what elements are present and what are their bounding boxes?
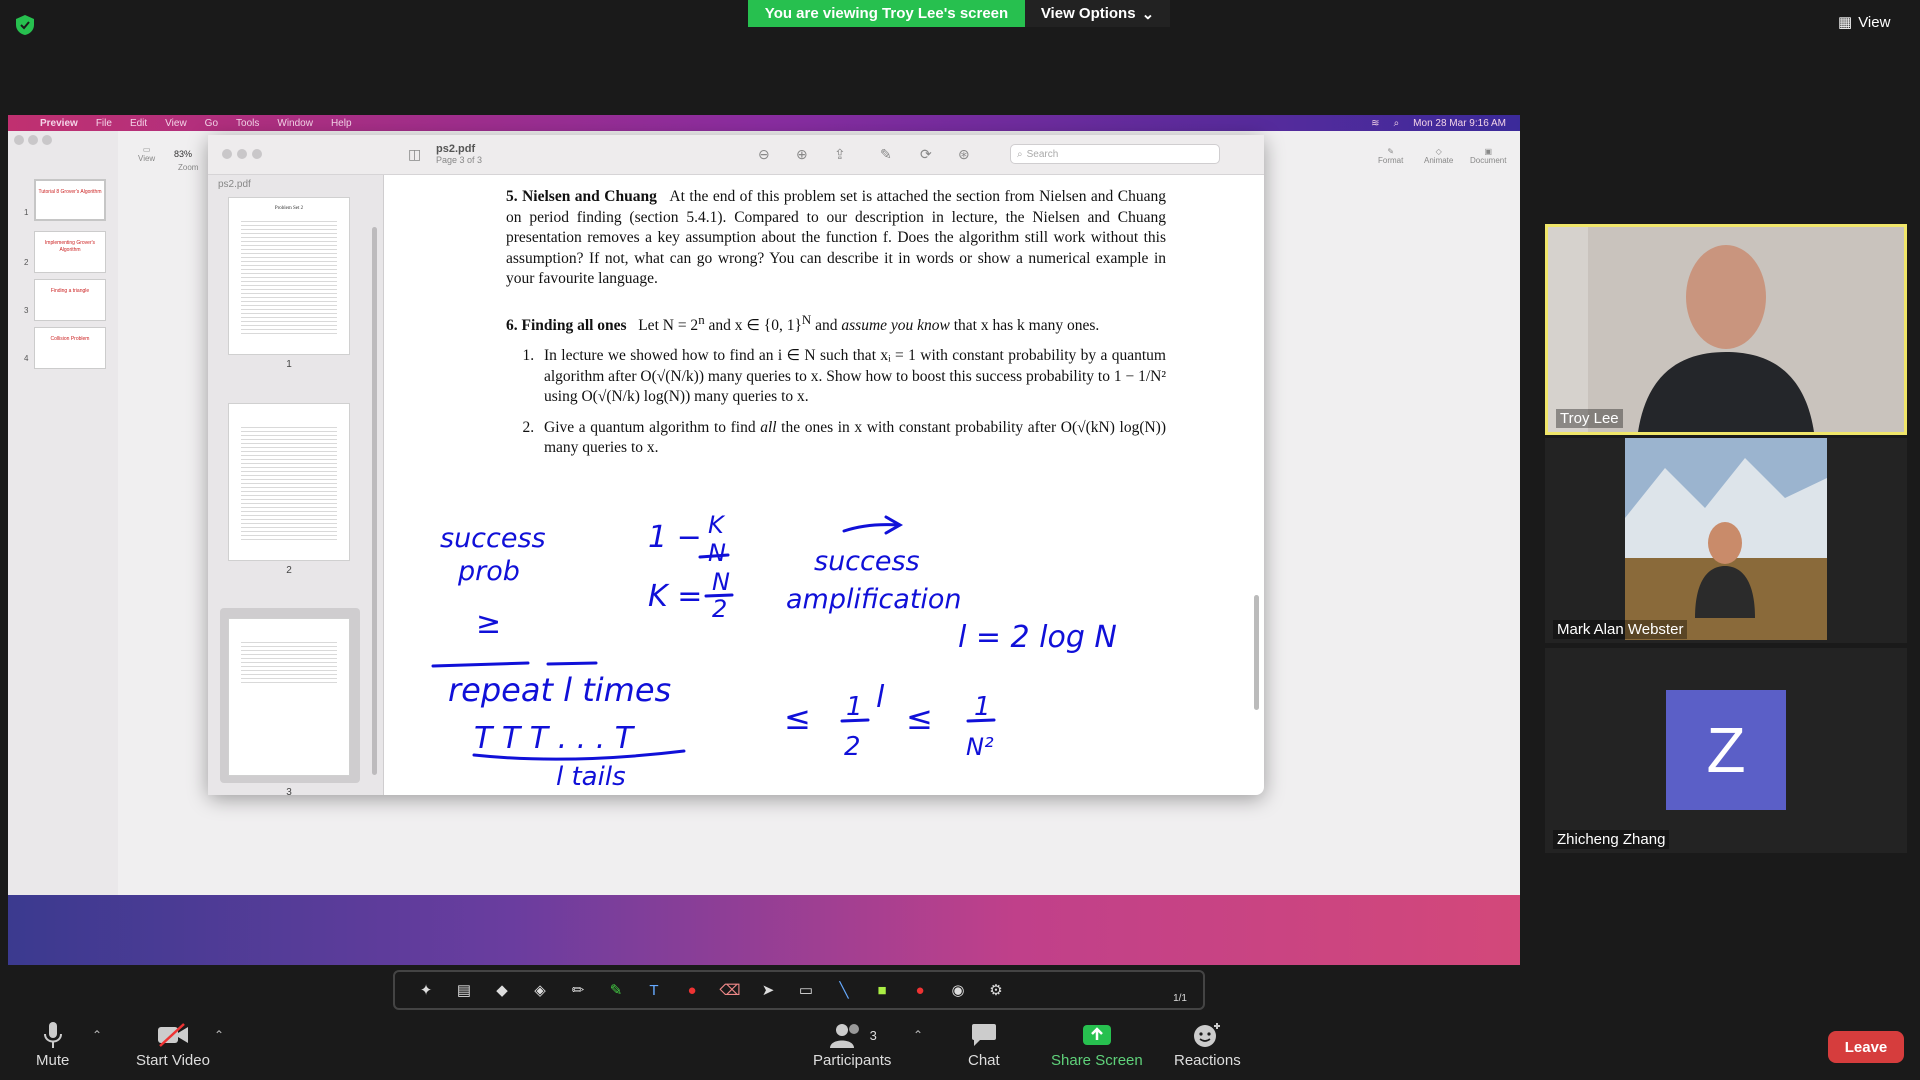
fill-icon[interactable]: ■ [877,981,887,999]
question-5-heading: 5. Nielsen and Chuang [506,188,657,205]
ink-n-half: N [712,568,730,596]
ink-fraction-line [968,720,994,721]
question-6-text: and [811,316,842,334]
participants-options-caret-icon[interactable]: ⌃ [913,1028,924,1042]
keynote-zoom-label: Zoom [178,163,199,172]
video-feed [1548,227,1904,432]
record-icon[interactable]: ● [915,981,925,999]
ink-one-minus: 1 − [648,520,702,555]
keynote-slide-4[interactable]: Collision Problem [34,327,106,369]
shared-screen [8,115,1520,1004]
document-page-info: Page 3 of 3 [436,155,483,165]
ink-le: ≤ [784,699,811,737]
ink-fraction-line [706,595,732,596]
webcam-icon[interactable]: ◉ [951,982,965,999]
share-icon[interactable]: ⇪ [834,146,846,162]
search-icon: ⌕ [1017,148,1023,160]
participant-tile[interactable] [1545,438,1907,643]
question-6-text: n [698,311,705,327]
keynote-document-tool[interactable]: ▣ Document [1470,147,1507,165]
cursor-icon[interactable]: ➤ [761,982,775,999]
zoom-in-icon[interactable]: ⊕ [796,146,808,162]
mute-label: Mute [36,1052,70,1069]
grid-icon: ▦ [1838,14,1853,31]
menu-tools[interactable]: Tools [236,117,260,129]
slide-number: 3 [24,306,29,315]
participants-icon [813,1020,891,1050]
participant-tile-active-speaker[interactable] [1545,224,1907,435]
ink-two: 2 [712,595,728,623]
select-icon[interactable]: ▤ [456,982,472,999]
document-title: ps2.pdf [436,143,476,155]
view-button[interactable] [1838,10,1890,34]
annotation-page-counter: 1/1 [1173,993,1187,1004]
sidebar-toggle-icon[interactable]: ◫ [408,146,422,162]
thumbnail-page-number: 2 [286,565,292,576]
participant-name: Zhicheng Zhang [1553,830,1669,849]
question-6-heading: 6. Finding all ones [506,316,627,334]
menu-go[interactable]: Go [204,117,219,129]
menu-preview[interactable]: Preview [40,117,78,129]
thumbnail-page-number: 1 [286,359,292,370]
wifi-icon[interactable]: ≋ [1371,117,1380,129]
thumbnail-page-title: Problem Set 2 [274,206,304,211]
keynote-format-tool[interactable]: ✎ Format [1378,147,1404,165]
desktop-wallpaper [8,895,1520,965]
mute-button[interactable] [36,1020,69,1069]
ink-k: K [708,511,724,539]
slide-number: 4 [24,354,29,363]
ink-amplification: amplification [786,584,962,615]
eraser-tool-icon[interactable]: ◈ [534,982,546,999]
ink-le-2: ≤ [906,699,933,737]
ink-repeat: repeat l times [448,671,672,709]
ink-l-tails: l tails [556,762,626,792]
ink-two-b: 2 [844,732,861,762]
participant-tile[interactable] [1545,648,1907,853]
ink-geq: ≥ [476,606,502,641]
question-6-item-2-emphasis: all [760,418,777,436]
ink-one-b: 1 [974,692,991,722]
annotation-toolbar [393,970,1205,1010]
question-6-item-2-text: Give a quantum algorithm to find [544,418,761,436]
question-6-text: Let N = 2 [638,316,699,334]
video-options-caret-icon[interactable]: ⌃ [214,1028,225,1042]
viewing-screen-banner: You are viewing Troy Lee's screen [748,0,1025,27]
keynote-slide-3[interactable]: Finding a triangle [34,279,106,321]
video-off-icon [136,1020,210,1050]
keynote-slide-1[interactable]: Tutorial 8 Grover's Algorithm [34,179,106,221]
menu-help[interactable]: Help [330,117,352,129]
eraser-icon[interactable]: ⌫ [719,982,741,999]
settings-gear-icon[interactable]: ⚙ [989,982,1003,999]
ink-prob: prob [458,556,520,587]
ink-fraction-line [700,555,728,557]
reactions-label: Reactions [1174,1052,1241,1069]
ink-k-equals: K = [648,579,703,614]
question-6-text: and x ∈ {0, 1} [704,316,802,334]
spotlight-icon[interactable]: ✦ [419,982,433,999]
rotate-icon[interactable]: ⟳ [920,146,932,162]
audio-options-caret-icon[interactable]: ⌃ [92,1028,103,1042]
handwriting-overlay [8,115,1520,965]
menu-file[interactable]: File [95,117,112,129]
highlighter-icon[interactable]: ✎ [609,982,623,999]
meeting-controls-bar [0,1010,1920,1080]
start-video-label: Start Video [136,1052,210,1069]
participants-label: Participants [813,1052,892,1069]
participant-name: Troy Lee [1556,409,1623,428]
ink-l-equals: l = 2 log N [958,620,1117,655]
ink-tails-sequence: T T T . . . T [474,721,634,756]
ink-success-2: success [814,546,920,577]
question-6-emphasis: assume you know [841,316,950,334]
ink-underline [433,663,596,666]
ink-n-squared: N² [966,733,994,761]
question-6-item-1: 1. In lecture we showed how to find an i ∈ N such that xᵢ = 1 with constant probability by a quantum algorithm after O(√(N/k)) many queries to x. Show how to boost this success probability to 1 − 1/N² using O(√(N/k) log(N)) many queries to x. [538,346,1166,408]
reactions-button[interactable] [1174,1020,1241,1069]
search-placeholder: Search [1026,148,1059,160]
ink-n: N [708,539,726,567]
keynote-slide-2[interactable]: Implementing Grover's Algorithm [34,231,106,273]
security-shield-icon[interactable] [14,14,36,36]
chat-label: Chat [968,1052,1000,1069]
slide-number: 2 [24,258,29,267]
menu-window[interactable]: Window [277,117,313,129]
participant-avatar: Z [1666,690,1786,810]
view-options-label: View Options [1040,5,1136,22]
ink-success: success [440,523,546,554]
question-6-item-2-text: the ones in x with constant probability after O(√(kN) log(N)) many queries to x. [544,418,1167,457]
chat-button[interactable] [968,1020,1000,1069]
menubar-clock[interactable]: Mon 28 Mar 9:16 AM [1413,117,1506,129]
reactions-smiley-icon [1174,1020,1241,1050]
participants-button[interactable] [813,1020,891,1069]
keynote-zoom-value[interactable]: 83% [174,149,193,159]
share-screen-icon [1051,1020,1143,1050]
question-5-text: At the end of this problem set is attached the section from Nielsen and Chuang on period finding (section 5.4.1). Compared to our description in lecture, the Nielsen and Chuang presentation removes a key assumption about the function f. Does the algorithm still work without this assumption? If not, what can go wrong? You can describe it in words or show a numerical example in your favourite language. [506,188,1166,287]
text-icon[interactable]: T [649,981,659,999]
menu-edit[interactable]: Edit [129,117,148,129]
markup-pen-icon[interactable]: ✎ [880,146,892,162]
ink-arrow [844,517,900,533]
ink-fraction-line [842,720,868,721]
rectangle-icon[interactable]: ▭ [798,982,814,999]
line-icon[interactable]: ╲ [839,982,849,999]
thumbnail-page-number: 3 [286,787,292,798]
slide-number: 1 [24,208,29,217]
question-6-text: that x has k many ones. [949,316,1100,334]
share-screen-button[interactable] [1051,1020,1143,1069]
start-video-button[interactable] [136,1020,210,1069]
share-screen-label: Share Screen [1051,1052,1143,1069]
microphone-icon [36,1020,69,1050]
question-6-text: N [801,311,812,327]
layer-icon[interactable]: ◆ [496,982,508,999]
pencil-icon[interactable]: ✏ [571,982,585,999]
video-feed [1625,438,1827,640]
participant-name: Mark Alan Webster [1553,620,1687,639]
shapes-icon[interactable]: ● [687,981,697,999]
participants-count: 3 [869,1027,877,1043]
keynote-animate-tool[interactable]: ◇ Animate [1424,147,1454,165]
zoom-out-icon[interactable]: ⊖ [758,146,770,162]
chevron-down-icon: ⌄ [1141,5,1155,23]
chat-icon [968,1020,1000,1050]
ink-l-exponent: l [876,680,885,715]
leave-meeting-button[interactable]: Leave [1828,1031,1904,1063]
sidebar-title: ps2.pdf [218,179,251,190]
menu-view[interactable]: View [165,117,187,129]
search-icon[interactable]: ⌕ [1393,117,1400,129]
ink-one: 1 [846,692,863,722]
annotate-icon[interactable]: ⊛ [958,146,970,162]
keynote-view-tool[interactable]: ▭ View [138,145,156,163]
view-options-button[interactable] [1025,0,1170,27]
view-label: View [1858,13,1891,31]
